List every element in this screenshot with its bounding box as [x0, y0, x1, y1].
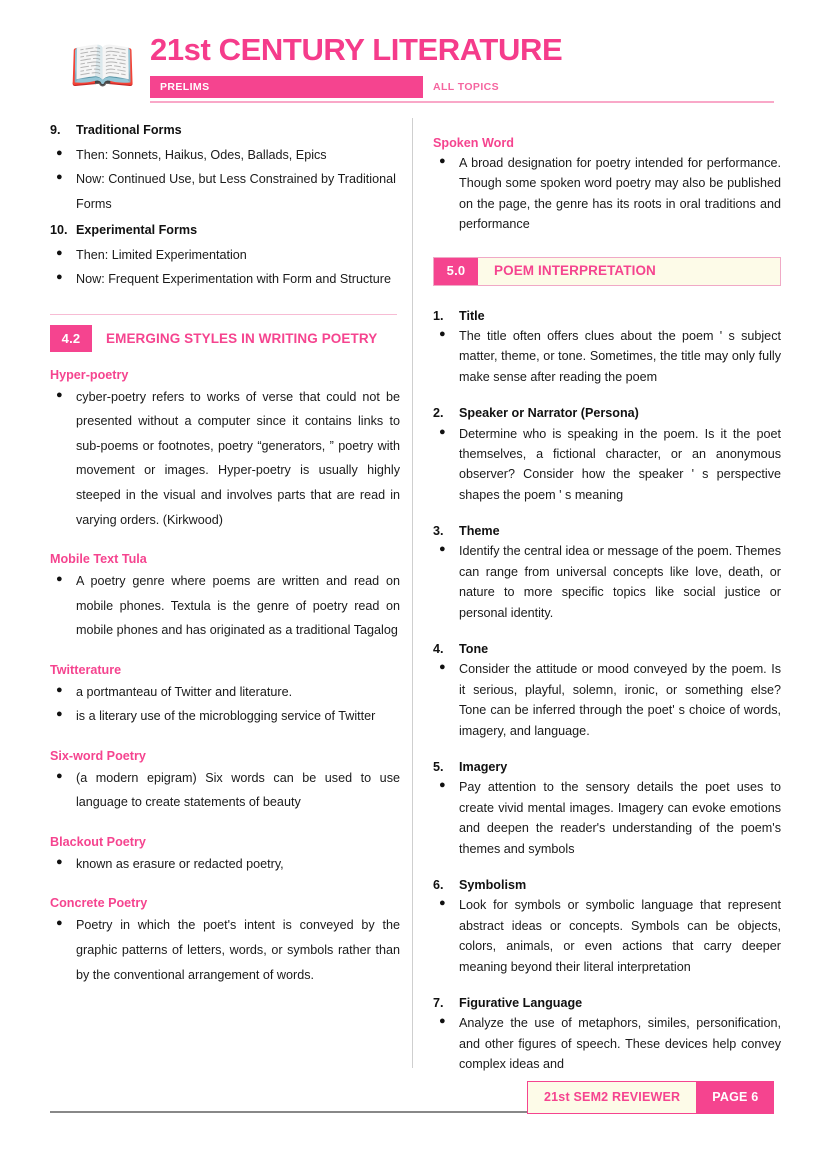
bullet-dot-icon: ●	[56, 708, 63, 721]
bullet-text: Then: Limited Experimentation	[76, 247, 247, 262]
bullet-text: (a modern epigram) Six words can be used to use language to create statements of beauty	[76, 770, 400, 810]
bullet-dot-icon: ●	[439, 661, 446, 674]
bullet-list-item	[50, 385, 400, 532]
left-column	[50, 116, 400, 987]
bullet-list-item	[50, 680, 400, 705]
list-item-text: Theme	[459, 524, 500, 539]
numbered-list-item	[433, 757, 781, 777]
bullet-dot-icon: ●	[56, 683, 63, 696]
column-divider	[412, 118, 413, 1068]
numbered-list-item	[433, 521, 781, 541]
list-item-text: Traditional Forms	[76, 123, 182, 137]
list-item-number: 4.	[433, 642, 444, 657]
bullet-dot-icon: ●	[56, 855, 63, 868]
bullet-dot-icon: ●	[439, 543, 446, 556]
bullet-text: Consider the attitude or mood conveyed by the poem. Is it serious, playful, solemn, ironic, or something else? Tone can be inferred through the poet' s choice of words, imagery, and language.	[459, 662, 781, 738]
section-top-rule	[50, 314, 397, 315]
bullet-dot-icon: ●	[439, 327, 446, 340]
footer-reviewer-label: 21st SEM2 REVIEWER	[527, 1081, 696, 1114]
list-item-number: 2.	[433, 406, 444, 421]
bullet-list-item	[433, 541, 781, 623]
list-item-number: 3.	[433, 524, 444, 539]
list-item-number: 7.	[433, 995, 444, 1010]
list-item-text: Title	[459, 308, 485, 323]
tab-all-topics[interactable]: ALL TOPICS	[433, 81, 500, 93]
subheading-concrete-poetry: Concrete Poetry	[50, 896, 148, 911]
page-title: 21st CENTURY LITERATURE	[150, 32, 563, 67]
bullet-text: cyber-poetry refers to works of verse that could not be presented without a computer since it contains links to sub-poems or footnotes, poetry “generators, ” poetry with movement or images. Hyper-poetry is usually highly steeped in the visual and involves parts that are read in varying orders. (Kirkwood)	[76, 389, 400, 527]
list-item-number: 10.	[50, 223, 68, 238]
numbered-list-item	[433, 639, 781, 659]
list-item-text: Speaker or Narrator (Persona)	[459, 406, 639, 421]
bullet-list-item	[433, 777, 781, 859]
bullet-list-item	[433, 895, 781, 977]
bullet-text: Identify the central idea or message of the poem. Themes can range from universal concepts like love, death, or nature to more specific topics like social justice or personal identity.	[459, 544, 781, 620]
header-divider	[150, 101, 774, 103]
tab-prelims[interactable]: PRELIMS	[150, 76, 423, 98]
bullet-list-item	[433, 424, 781, 506]
section-title: POEM INTERPRETATION	[494, 262, 656, 278]
bullet-dot-icon: ●	[56, 246, 63, 259]
spoken-word-group	[433, 136, 781, 235]
bullet-list-item	[50, 243, 400, 268]
bullet-text: Pay attention to the sensory details the poet uses to create vivid mental images. Imagery can evoke emotions and deepen the reader's understanding of the poem's themes and symbols	[459, 780, 781, 856]
bullet-text: Poetry in which the poet's intent is conveyed by the graphic patterns of letters, words, or symbols rather than by the conventional arrangement of words.	[76, 918, 400, 982]
bullet-text: Now: Frequent Experimentation with Form and Structure	[76, 272, 391, 287]
bullet-dot-icon: ●	[439, 155, 446, 167]
spoken-word-bullets	[433, 153, 781, 235]
bullet-text: is a literary use of the microblogging service of Twitter	[76, 709, 376, 724]
list-item-text: Experimental Forms	[76, 223, 198, 238]
bullet-dot-icon: ●	[439, 779, 446, 792]
section-header-4-2	[50, 325, 400, 352]
list-item-number: 1.	[433, 308, 444, 323]
continued-list	[50, 118, 400, 292]
bullet-list-item	[50, 569, 400, 643]
numbered-list-item	[433, 306, 781, 326]
numbered-list-item	[433, 993, 781, 1013]
section-title: EMERGING STYLES IN WRITING POETRY	[106, 330, 378, 346]
numbered-list-item	[433, 875, 781, 895]
interpretation-item	[433, 639, 781, 741]
interpretation-item	[433, 403, 781, 505]
bullet-list-item	[50, 852, 400, 877]
bullet-list-item	[50, 143, 400, 168]
bullet-text: a portmanteau of Twitter and literature.	[76, 684, 293, 699]
bullet-list-item	[50, 167, 400, 216]
numbered-list-item	[433, 403, 781, 423]
list-item-number: 6.	[433, 877, 444, 892]
bullet-dot-icon: ●	[439, 1015, 446, 1028]
bullet-dot-icon: ●	[56, 917, 63, 930]
section-number-badge: 5.0	[434, 258, 478, 285]
footer-page-label: PAGE 6	[696, 1081, 774, 1114]
list-item-number: 5.	[433, 759, 444, 774]
bullet-text: known as erasure or redacted poetry,	[76, 856, 284, 871]
bullet-list-item	[50, 913, 400, 987]
bullet-dot-icon: ●	[439, 425, 446, 438]
interpretation-item	[433, 875, 781, 977]
list-item-text: Imagery	[459, 759, 508, 774]
right-column	[433, 132, 781, 1074]
bullet-dot-icon: ●	[56, 769, 63, 782]
interpretation-item	[433, 306, 781, 388]
subheading-six-word-poetry: Six-word Poetry	[50, 748, 146, 763]
bullet-dot-icon: ●	[56, 146, 63, 159]
interpretation-item	[433, 521, 781, 623]
bullet-dot-icon: ●	[56, 271, 63, 284]
bullet-text: Determine who is speaking in the poem. Is it the poet themselves, a fictional character, or an anonymous observer? Consider how the speaker ' s perspective shapes the poem ' s meaning	[459, 426, 781, 502]
bullet-text: Now: Continued Use, but Less Constrained by Traditional Forms	[76, 172, 396, 211]
bullet-text: Look for symbols or symbolic language that represent abstract ideas or concepts. Symbols can be objects, colors, animals, or even actions that carry deeper meaning beyond their literal interpretation	[459, 898, 781, 974]
subheading-blackout-poetry: Blackout Poetry	[50, 834, 146, 849]
bullet-text: Analyze the use of metaphors, similes, personification, and other figures of speech. These devices help convey complex ideas and	[459, 1016, 781, 1072]
header-tab-bar	[150, 76, 774, 98]
bullet-text: The title often offers clues about the poem ' s subject matter, theme, or tone. Sometimes, the title may only fully make sense after reading the poem	[459, 328, 781, 384]
bullet-text: Then: Sonnets, Haikus, Odes, Ballads, Epics	[76, 147, 327, 162]
subheading-mobile-text-tula: Mobile Text Tula	[50, 552, 147, 567]
bullet-list-item	[433, 326, 781, 387]
section-number-badge: 4.2	[50, 325, 92, 352]
bullet-dot-icon: ●	[56, 573, 63, 586]
numbered-list-item	[50, 218, 400, 243]
bullet-list-item	[433, 153, 781, 235]
bullet-dot-icon: ●	[439, 897, 446, 910]
list-item-text: Symbolism	[459, 877, 527, 892]
numbered-list-item	[50, 118, 400, 143]
section-header-5-0	[433, 257, 781, 286]
bullet-dot-icon: ●	[56, 388, 63, 401]
interpretation-item	[433, 993, 781, 1075]
bullet-dot-icon: ●	[56, 171, 63, 184]
bullet-list-item	[50, 704, 400, 729]
bullet-list-item	[50, 766, 400, 815]
interpretation-item	[433, 757, 781, 859]
list-item-text: Tone	[459, 642, 489, 657]
list-item-number: 9.	[50, 123, 61, 137]
subheading-hyper-poetry: Hyper-poetry	[50, 367, 129, 382]
subheading-spoken-word: Spoken Word	[433, 136, 514, 150]
footer-badge	[527, 1081, 774, 1114]
bullet-list-item	[433, 659, 781, 741]
emerging-styles-topics	[50, 368, 400, 987]
open-book-icon: 📖	[69, 36, 137, 96]
page-header	[62, 34, 774, 104]
bullet-text: A broad designation for poetry intended for performance. Though some spoken word poetry may also be published on the page, the genre has its roots in oral traditions and performance	[459, 156, 781, 232]
subheading-twitterature: Twitterature	[50, 662, 122, 677]
poem-interpretation-list	[433, 306, 781, 1075]
bullet-list-item	[50, 267, 400, 292]
list-item-text: Figurative Language	[459, 995, 583, 1010]
bullet-text: A poetry genre where poems are written and read on mobile phones. Textula is the genre of poetry read on mobile phones and has originated as a traditional Tagalog	[76, 574, 400, 638]
bullet-list-item	[433, 1013, 781, 1074]
